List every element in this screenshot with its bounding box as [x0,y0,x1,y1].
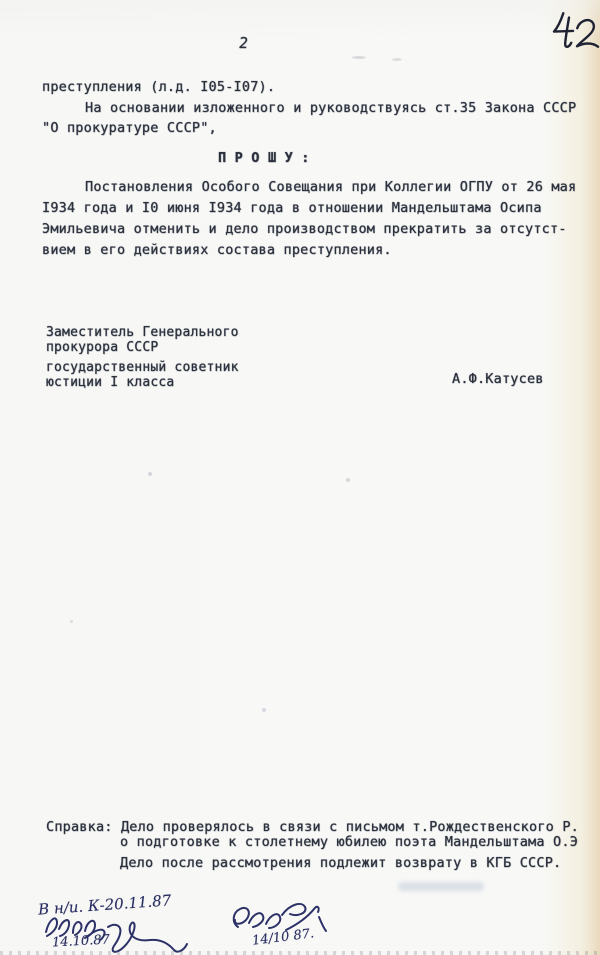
body-text-line: "О прокуратуре СССР", [42,120,217,136]
body-text-line: I934 года и I0 июня I934 года в отношении Мандельштама Осипа [42,200,542,216]
reference-line: Справка: Дело проверялось в связи с письмом т.Рождественского Р. [46,819,579,835]
signer-title-line: юстиции I класса [46,375,175,390]
scan-speck [262,708,266,712]
scan-speck [148,472,152,476]
signer-title-line: прокурора СССР [46,340,159,355]
request-heading: П Р О Ш У : [218,150,310,166]
handwritten-date-left: 14.10.87 [51,932,111,951]
reference-line: о подготовке к столетнему юбилею поэта Мандельштама О.Э [120,834,579,850]
scan-speck [352,56,366,59]
scan-speck [346,478,350,482]
body-text-line: преступления (л.д. I05-I07). [42,79,276,95]
scan-speck [392,58,402,61]
scan-bottom-edge [0,951,600,955]
scan-speck [70,620,73,623]
body-text-line: вием в его действиях состава преступления. [42,242,392,258]
signer-title-line: Заместитель Генерального [46,325,239,340]
signer-name: А.Ф.Катусев [452,371,544,387]
reference-line: Дело после рассмотрения подлежит возврату в КГБ СССР. [120,855,562,871]
signer-title-line: государственный советник [46,360,239,375]
handwritten-registration-note: В н/и. К-20.11.87 [37,891,172,919]
body-text-line: Эмильевича отменить и дело производством прекратить за отсутст- [42,221,567,237]
ink-smudge [398,882,484,891]
handwritten-date-right: 14/10 87. [251,926,315,949]
body-text-line: На основании изложенного и руководствуясь ст.35 Закона СССР [85,100,577,116]
body-text-line: Постановления Особого Совещания при Коллегии ОГПУ от 26 мая [85,179,577,195]
handwritten-sheet-number-42-icon [546,4,600,60]
page-number: 2 [237,34,250,52]
